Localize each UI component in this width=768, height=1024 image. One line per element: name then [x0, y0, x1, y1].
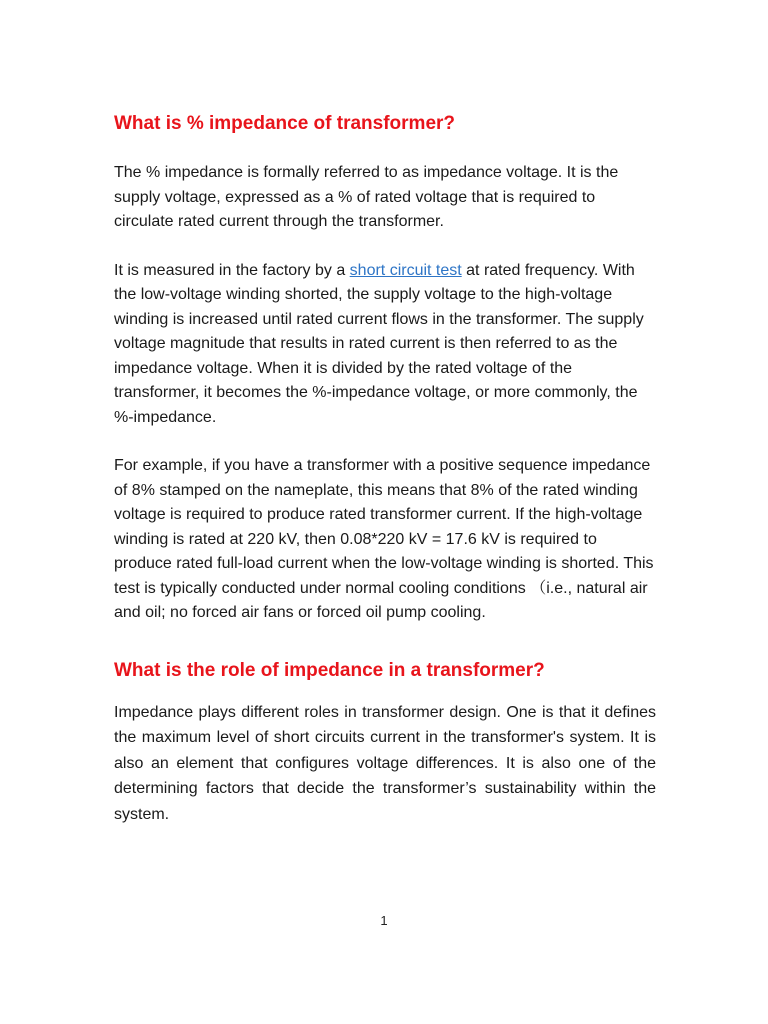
paragraph-text-before-link: It is measured in the factory by a	[114, 261, 350, 279]
page-content	[114, 112, 656, 827]
paragraph-role: Impedance plays different roles in transformer design. One is that it defines the maximum level of short circuits current in the transformer's system. It is also an element that configures voltage differences. It is also one of the determining factors that decide the transformer’s sustainability within the system.	[114, 703, 656, 823]
paragraph-example: For example, if you have a transformer with a positive sequence impedance of 8% stamped on the nameplate, this means that 8% of the rated winding voltage is required to produce rated transformer current. If the high-voltage winding is rated at 220 kV, then 0.08*220 kV = 17.6 kV is required to produce rated full-load current when the low-voltage winding is shorted. This test is typically conducted under normal cooling conditions （i.e., natural air and oil; no forced air fans or forced oil pump cooling.	[114, 457, 654, 621]
paragraph-measurement	[114, 259, 656, 431]
paragraph-text-after-link: at rated frequency. With the low-voltage winding shorted, the supply voltage to the high-voltage winding is increased until rated current flows in the transformer. The supply voltage magnitude that results in rated current is then referred to as the impedance voltage. When it is divided by the rated voltage of the transformer, it becomes the %-impedance voltage, or more commonly, the %-impedance.	[114, 261, 644, 426]
page-number: 1	[380, 913, 388, 928]
section-heading-role: What is the role of impedance in a transformer?	[114, 659, 545, 681]
section-heading-impedance: What is % impedance of transformer?	[114, 113, 456, 134]
paragraph-definition: The % impedance is formally referred to as impedance voltage. It is the supply voltage, expressed as a % of rated voltage that is required to circulate rated current through the transformer.	[114, 164, 619, 230]
short-circuit-test-link[interactable]: short circuit test	[349, 261, 462, 279]
